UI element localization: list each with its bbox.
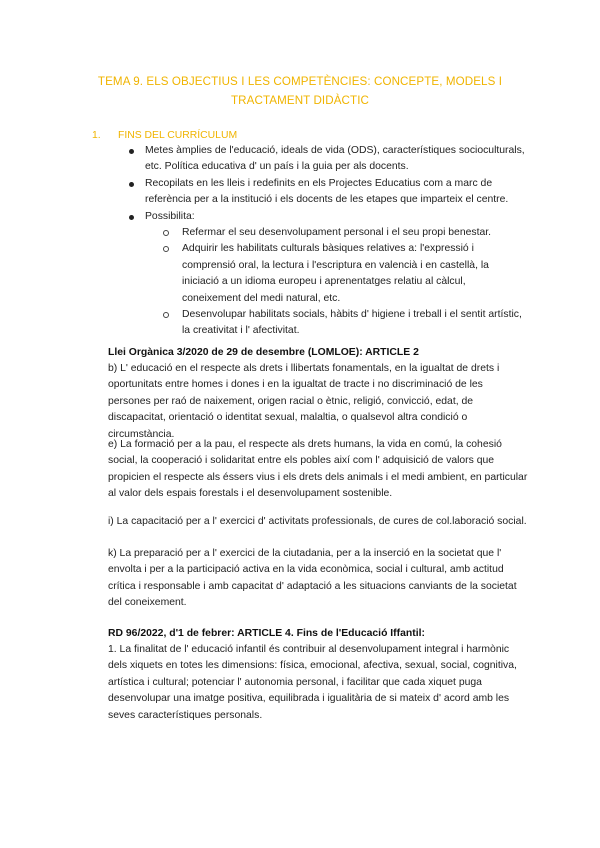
section-heading-fins xyxy=(92,128,238,144)
bullet-icon xyxy=(129,182,134,187)
bullet-icon xyxy=(129,215,134,220)
list-item-text: Recopilats en les lleis i redefinits en els Projectes Educatius com a marc de referència per a la institució i els docents de les etapes que imparteix el centre. xyxy=(145,177,509,206)
document-title: TEMA 9. ELS OBJECTIUS I LES COMPETÈNCIES: CONCEPTE, MODELS I TRACTAMENT DIDÀCTIC xyxy=(97,75,503,107)
lomloe-heading: Llei Orgànica 3/2020 de 29 de desembre (LOMLOE): ARTICLE 2 xyxy=(108,347,419,358)
lomloe-paragraph-b: b) L' educació en el respecte als drets i llibertats fonamentals, en la igualtat de drets i oportunitats entre homes i dones i en la igualtat de tracte i no discriminació de les persones per raó de naixement, origen racial o ètnic, religió, convicció, edat, de discapacitat, orientació o identitat sexual, malaltia, o qualsevol altra condició o circumstància. xyxy=(108,363,500,440)
sub-list-item-text: Desenvolupar habilitats socials, hàbits d' higiene i treball i el sentit artístic, la creativitat i l' afectivitat. xyxy=(182,309,522,337)
circle-bullet-icon xyxy=(163,246,169,252)
list-item-text: Metes àmplies de l'educació, ideals de vida (ODS), característiques socioculturals, etc. Política educativa d' un país i la guia per als docents. xyxy=(145,145,525,173)
list-item xyxy=(145,209,525,340)
sub-list-item xyxy=(182,241,525,307)
list-item xyxy=(145,176,525,209)
circle-bullet-icon xyxy=(163,230,169,236)
bullet-icon xyxy=(129,149,134,154)
section-number: 1. xyxy=(92,130,101,141)
sub-list-item-text: Refermar el seu desenvolupament personal i el seu propi benestar. xyxy=(182,227,492,239)
sub-list-item xyxy=(182,225,525,241)
lomloe-paragraph-e: e) La formació per a la pau, el respecte als drets humans, la vida en comú, la cohesió social, la cooperació i solidaritat entre els pobles així com l' adquisició de valors que propicien el respecte als éssers vius i els drets dels animals i el medi ambient, en particular al valor dels espais forestals i el desenvolupament sostenible. xyxy=(108,439,528,500)
lomloe-paragraph-k: k) La preparació per a l' exercici de la ciutadania, per a la inserció en la societat que l' envolta i per a la participació activa en la vida econòmica, social i cultural, amb actitud crítica i responsable i amb capacitat d' adaptació a les situacions canviants de la societat del coneixement. xyxy=(108,548,517,609)
list-item-text: Possibilita: xyxy=(145,210,195,222)
possibilita-sub-list xyxy=(145,225,525,340)
rd-heading: RD 96/2022, d'1 de febrer: ARTICLE 4. Fins de l'Educació Iffantil: xyxy=(108,628,425,639)
section-heading-text: FINS DEL CURRÍCULUM xyxy=(118,130,238,141)
sub-list-item xyxy=(182,307,525,340)
rd-paragraph-1: 1. La finalitat de l' educació infantil és contribuir al desenvolupament integral i harmònic dels xiquets en totes les dimensions: física, emocional, afectiva, sexual, social, cognitiva, artística i cultural; potenciar l' autonomia personal, i facilitar que cada xiquet puga desenvolupar una imatge positiva, equilibrada i igualitària de si mateix d' acord amb les seves característiques personals. xyxy=(108,644,517,721)
list-item xyxy=(145,143,525,176)
sub-list-item-text: Adquirir les habilitats culturals bàsiques relatives a: l'expressió i comprensió oral, la lectura i l'escriptura en valencià i en castellà, la iniciació a un idioma europeu i aprenentatges relatiu al càlcul, coneixement del medi natural, etc. xyxy=(182,243,489,304)
circle-bullet-icon xyxy=(163,312,169,318)
lomloe-paragraph-i: i) La capacitació per a l' exercici d' activitats professionals, de cures de col.laboració social. xyxy=(108,516,527,527)
fins-bullet-list xyxy=(145,143,525,340)
